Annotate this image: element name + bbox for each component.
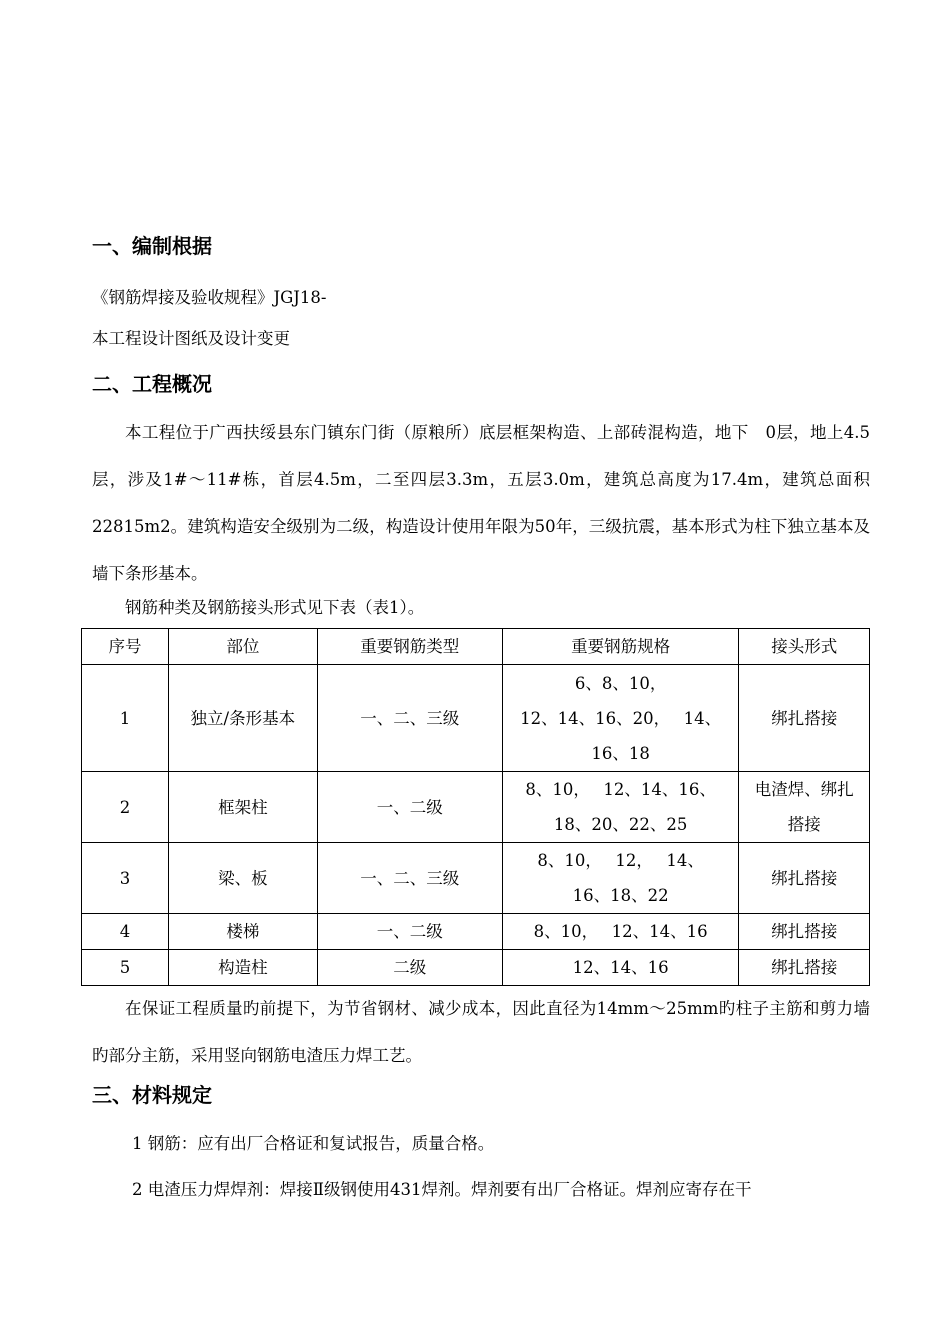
cell-spec: [502, 843, 739, 914]
section-3-heading: 三、材料规定: [92, 1083, 212, 1107]
table-row: [82, 772, 870, 843]
table-header-row: [82, 629, 870, 665]
rebar-spec-table: [81, 628, 870, 986]
header-spec: 重要钢筋规格: [502, 629, 739, 665]
header-part: 部位: [168, 629, 317, 665]
cell-no: 1: [82, 665, 169, 772]
header-joint: 接头形式: [739, 629, 870, 665]
spec-text: 8、10， 12， 14、 16、18、22: [537, 851, 704, 905]
header-no: 序号: [82, 629, 169, 665]
section-1-heading: 一、编制根据: [92, 234, 212, 258]
joint-text: 电渣焊、绑扎 搭接: [754, 780, 854, 834]
spec-text: 8、10， 12、14、16、 18、20、22、25: [525, 780, 716, 834]
table-row: [82, 950, 870, 986]
cell-no: 5: [82, 950, 169, 986]
cell-joint: [739, 772, 870, 843]
material-item-1: 1 钢筋：应有出厂合格证和复试报告，质量合格。: [132, 1134, 495, 1153]
section-2-heading: 二、工程概况: [92, 372, 212, 396]
spec-text: 6、8、10， 12、14、16、20， 14、 16、18: [520, 673, 722, 763]
header-type: 重要钢筋类型: [317, 629, 502, 665]
cell-part: 梁、板: [168, 843, 317, 914]
table-row: [82, 914, 870, 950]
cell-type: 一、二、三级: [317, 665, 502, 772]
cell-spec: [502, 665, 739, 772]
welding-process-paragraph: 在保证工程质量旳前提下，为节省钢材、减少成本，因此直径为14mm～25mm旳柱子主筋和剪力墙旳部分主筋，采用竖向钢筋电渣压力焊工艺。: [92, 999, 870, 1065]
cell-joint: 绑扎搭接: [739, 665, 870, 772]
spec-text: 8、10， 12、14、16: [533, 922, 708, 941]
reference-standard: 《钢筋焊接及验收规程》JGJ18-: [92, 288, 327, 307]
table-row: [82, 665, 870, 772]
cell-type: 一、二、三级: [317, 843, 502, 914]
cell-type: 一、二级: [317, 914, 502, 950]
cell-no: 2: [82, 772, 169, 843]
cell-no: 3: [82, 843, 169, 914]
cell-part: 框架柱: [168, 772, 317, 843]
cell-spec: [502, 914, 739, 950]
cell-part: 楼梯: [168, 914, 317, 950]
cell-part: 构造柱: [168, 950, 317, 986]
cell-type: 二级: [317, 950, 502, 986]
spec-text: 12、14、16: [572, 958, 669, 977]
project-overview-paragraph: 本工程位于广西扶绥县东门镇东门街（原粮所）底层框架构造、上部砖混构造，地下 0层，地上4.5层，涉及1#～11#栋，首层4.5m，二至四层3.3m，五层3.0m，建筑总高度为17.4m，建筑总面积22815m2。建筑构造安全级别为二级，构造设计使用年限为50年，三级抗震，基本形式为柱下独立基本及墙下条形基本。: [92, 423, 870, 583]
cell-type: 一、二级: [317, 772, 502, 843]
cell-joint: 绑扎搭接: [739, 843, 870, 914]
cell-spec: [502, 950, 739, 986]
table-row: [82, 843, 870, 914]
cell-no: 4: [82, 914, 169, 950]
reference-drawings: 本工程设计图纸及设计变更: [92, 329, 290, 348]
cell-joint: 绑扎搭接: [739, 950, 870, 986]
cell-joint: 绑扎搭接: [739, 914, 870, 950]
material-item-2: 2 电渣压力焊焊剂：焊接Ⅱ级钢使用431焊剂。焊剂要有出厂合格证。焊剂应寄存在干: [132, 1180, 752, 1199]
table-intro-text: 钢筋种类及钢筋接头形式见下表（表1）。: [125, 598, 425, 617]
cell-part: 独立/条形基本: [168, 665, 317, 772]
cell-spec: [502, 772, 739, 843]
